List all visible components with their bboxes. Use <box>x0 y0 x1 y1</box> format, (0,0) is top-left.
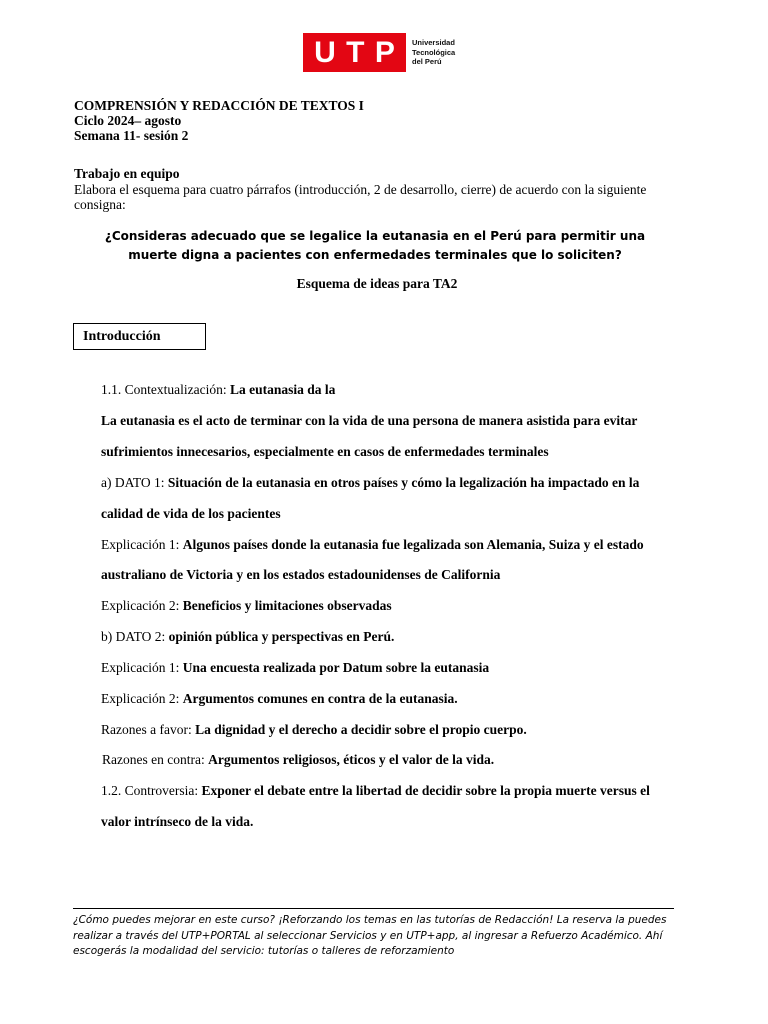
explicacion4-label: Explicación 2: <box>101 691 183 706</box>
explicacion2-text: Beneficios y limitaciones observadas <box>182 598 392 613</box>
explicacion4-text: Argumentos comunes en contra de la eutanasia. <box>182 691 458 706</box>
assignment-block <box>74 166 694 213</box>
dato1-line-2 <box>101 506 281 522</box>
dato2-label: b) DATO 2: <box>101 629 169 644</box>
razones-contra-text: Argumentos religiosos, éticos y el valor de la vida. <box>208 752 495 767</box>
explicacion2-line <box>101 598 392 614</box>
footer-line: escogerás la modalidad del servicio: tutorías o talleres de reforzamiento <box>73 945 455 957</box>
explicacion1-line <box>101 537 644 553</box>
course-header <box>74 98 364 143</box>
explicacion1-label: Explicación 1: <box>101 537 183 552</box>
definition-text-2: sufrimientos innecesarios, especialmente en casos de enfermedades terminales <box>101 444 549 459</box>
context-line <box>101 382 335 398</box>
context-value: La eutanasia da la <box>229 382 336 397</box>
explicacion3-line <box>101 660 489 676</box>
razones-contra-line <box>102 752 494 768</box>
definition-text-1: La eutanasia es el acto de terminar con la vida de una persona de manera asistida para evitar <box>101 413 638 428</box>
explicacion4-line <box>101 691 458 707</box>
razones-favor-label: Razones a favor: <box>101 722 196 737</box>
logo-text-line: Universidad <box>412 38 455 48</box>
definition-line-1 <box>101 413 637 429</box>
esquema-title: Esquema de ideas para TA2 <box>296 276 458 291</box>
razones-favor-text: La dignidad y el derecho a decidir sobre el propio cuerpo. <box>195 722 527 737</box>
course-title: COMPRENSIÓN Y REDACCIÓN DE TEXTOS I <box>74 98 364 113</box>
course-cycle: Ciclo 2024– agosto <box>74 113 182 128</box>
logo-wordmark <box>412 33 455 72</box>
logo-letter-p: P <box>374 36 395 69</box>
controversia-text-2: valor intrínseco de la vida. <box>101 814 254 829</box>
controversia-label: 1.2. Controversia: <box>101 783 202 798</box>
logo-text-line: del Perú <box>412 57 442 67</box>
footer-divider <box>73 908 674 909</box>
utp-logo <box>303 33 455 72</box>
definition-line-2 <box>101 444 549 460</box>
dato1-text-2: calidad de vida de los pacientes <box>101 506 281 521</box>
controversia-text-1: Exponer el debate entre la libertad de decidir sobre la propia muerte versus el <box>201 783 650 798</box>
intro-heading-box: Introducción <box>73 323 206 350</box>
context-label: 1.1. Contextualización: <box>101 382 230 397</box>
footer-note <box>73 913 683 960</box>
explicacion2-label: Explicación 2: <box>101 598 183 613</box>
logo-letter-u: U <box>314 36 336 69</box>
dato2-text: opinión pública y perspectivas en Perú. <box>168 629 395 644</box>
dato1-label: a) DATO 1: <box>101 475 168 490</box>
explicacion1-line-2 <box>101 567 500 583</box>
dato1-text-1: Situación de la eutanasia en otros países y cómo la legalización ha impactado en la <box>167 475 640 490</box>
course-week: Semana 11- sesión 2 <box>74 128 189 143</box>
utp-logo-mark <box>303 33 406 72</box>
prompt-question: ¿Consideras adecuado que se legalice la eutanasia en el Perú para permitir una muerte digna a pacientes con enfermedades terminales que lo soliciten? <box>104 229 646 262</box>
logo-letter-t: T <box>346 36 365 69</box>
razones-contra-label: Razones en contra: <box>102 752 209 767</box>
dato2-line <box>101 629 394 645</box>
explicacion1-text-2: australiano de Victoria y en los estados estadounidenses de California <box>101 567 501 582</box>
assignment-title: Trabajo en equipo <box>74 166 180 181</box>
razones-favor-line <box>101 722 527 738</box>
footer-line: realizar a través del UTP+PORTAL al seleccionar Servicios y en UTP+app, al ingresar a Refuerzo Académico. Ahí <box>73 929 663 942</box>
controversia-line <box>101 783 650 799</box>
assignment-instruction: Elabora el esquema para cuatro párrafos (introducción, 2 de desarrollo, cierre) de acuerdo con la siguiente consigna: <box>74 181 647 212</box>
explicacion1-text-1: Algunos países donde la eutanasia fue legalizada son Alemania, Suiza y el estado <box>182 537 644 552</box>
explicacion3-label: Explicación 1: <box>101 660 183 675</box>
dato1-line <box>101 475 639 491</box>
explicacion3-text: Una encuesta realizada por Datum sobre la eutanasia <box>182 660 490 675</box>
controversia-line-2 <box>101 814 253 830</box>
footer-line: ¿Cómo puedes mejorar en este curso? ¡Reforzando los temas en las tutorías de Redacción! La reserva la puedes <box>73 914 667 926</box>
logo-text-line: Tecnológica <box>412 47 456 57</box>
